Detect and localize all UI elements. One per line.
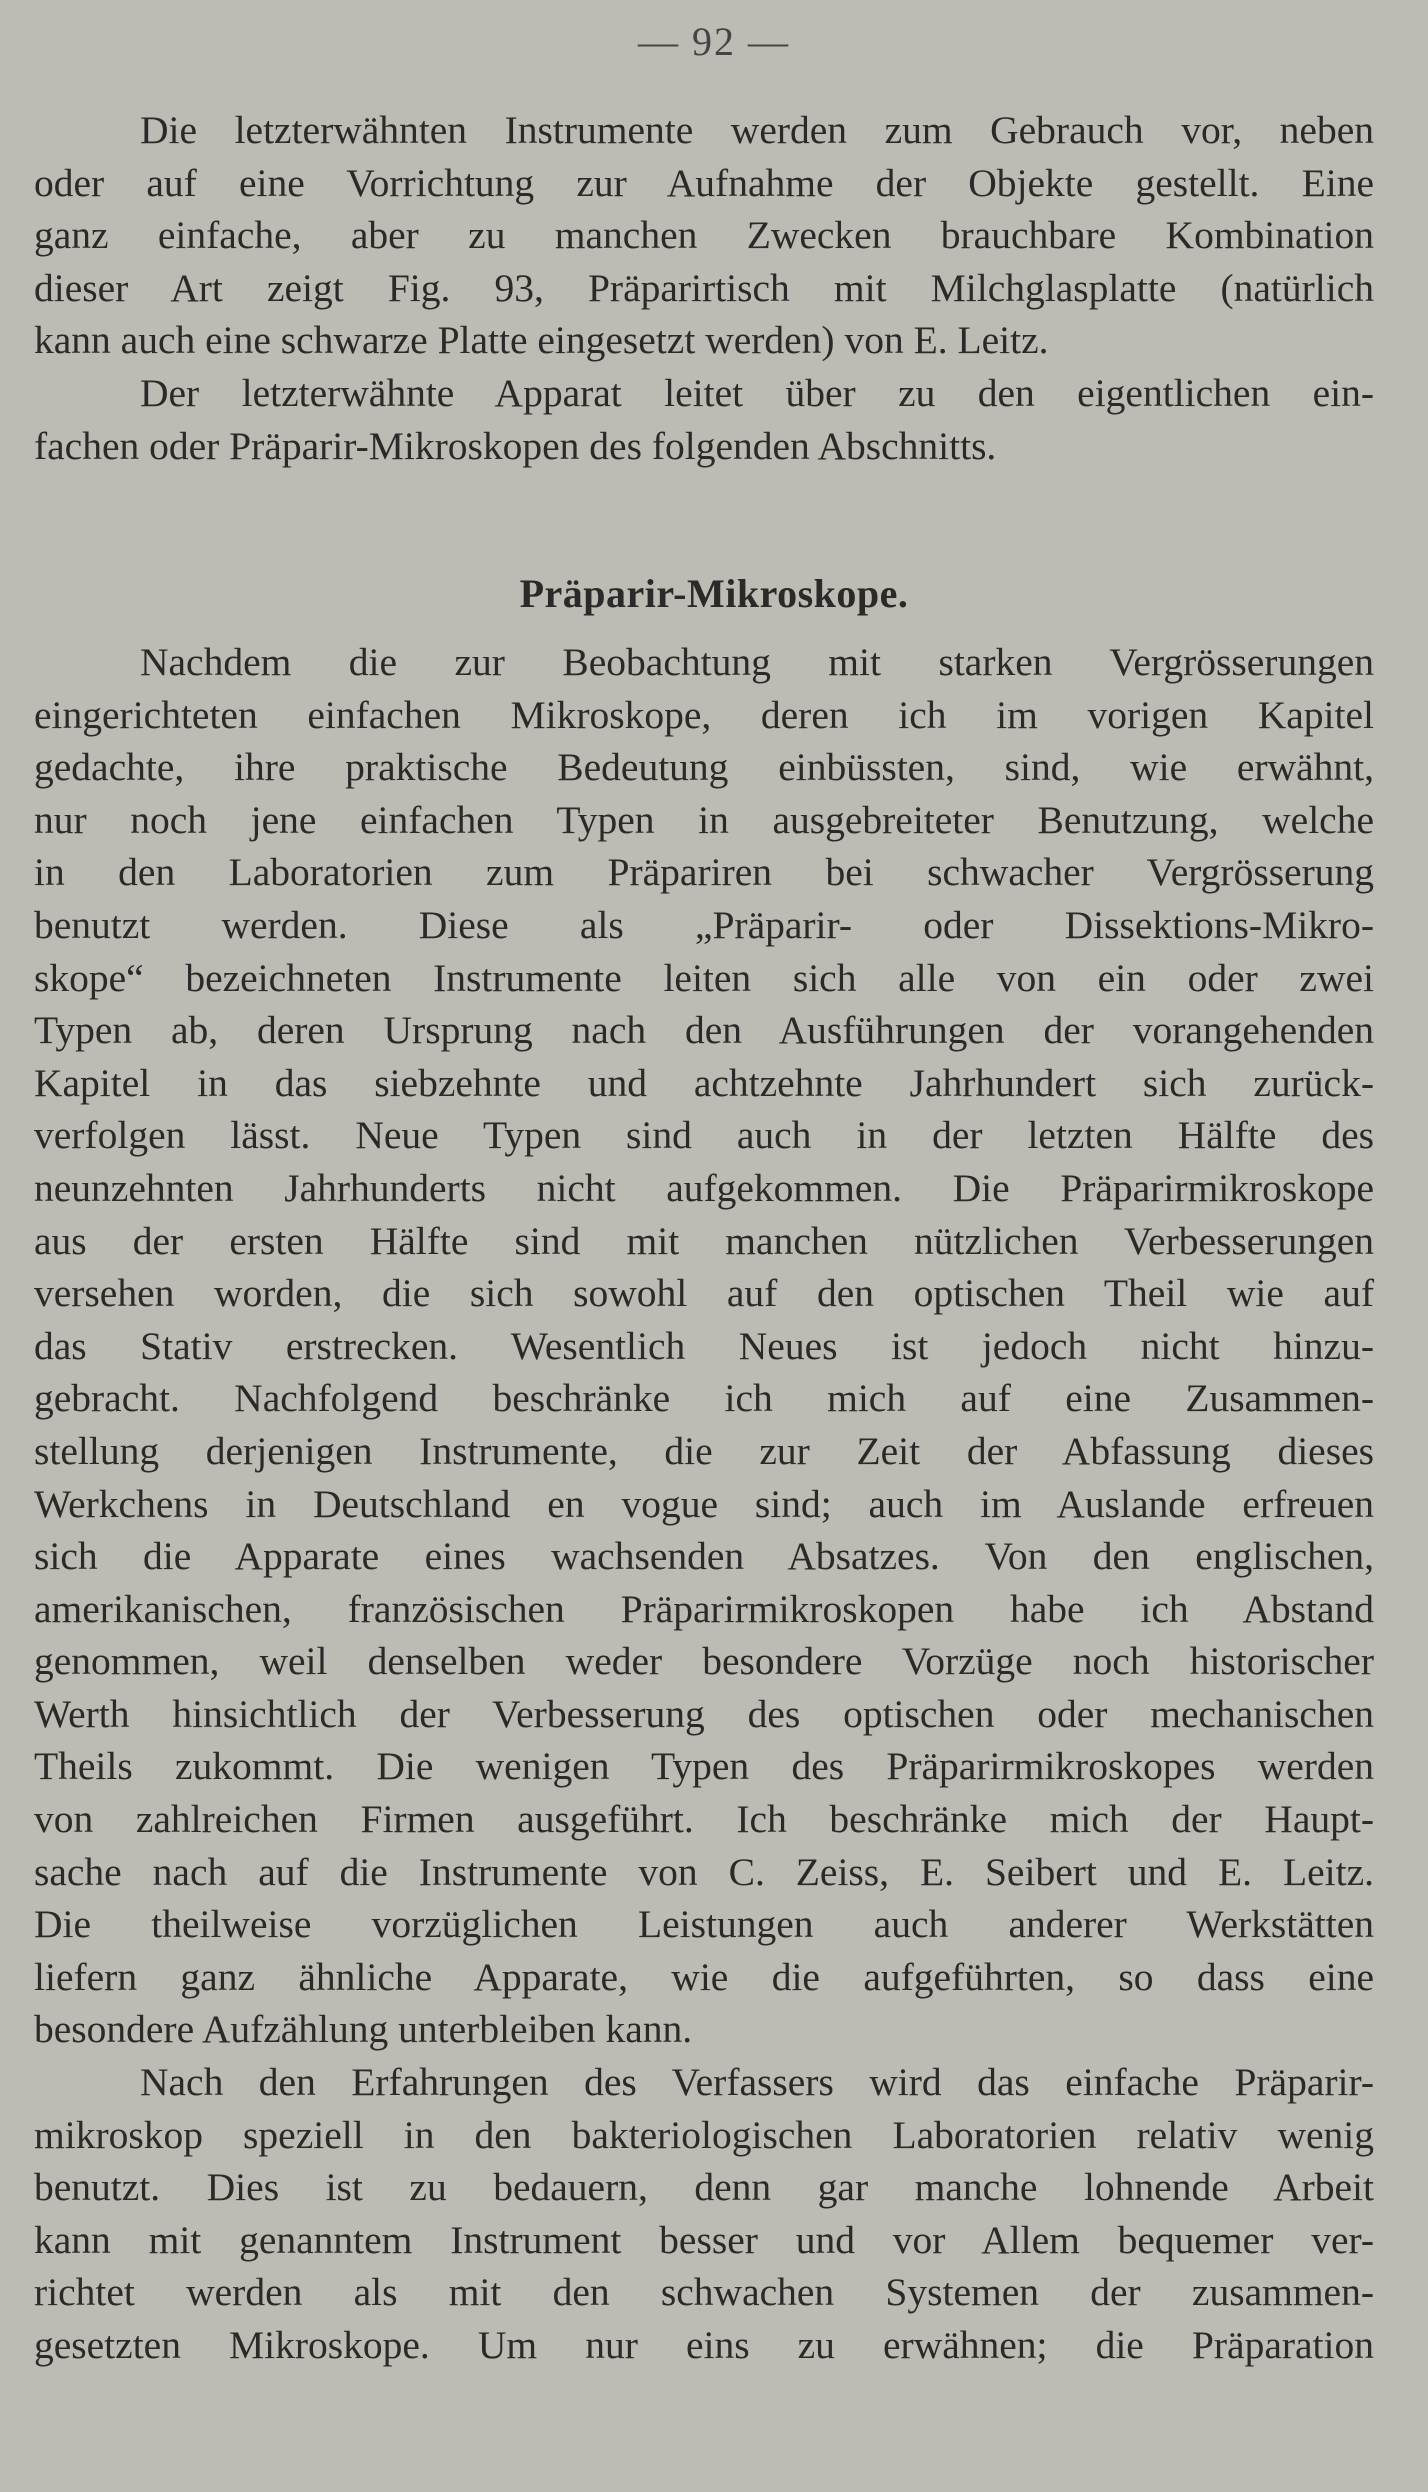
text-line: dieser Art zeigt Fig. 93, Präparirtisch mit Milchglasplatte (natürlich (34, 265, 1374, 310)
text-line: von zahlreichen Firmen ausgeführt. Ich beschränke mich der Haupt- (34, 1797, 1374, 1842)
text-line: Typen ab, deren Ursprung nach den Ausführungen der vorangehenden (34, 1008, 1374, 1053)
text-line: Werkchens in Deutschland en vogue sind; auch im Auslande erfreuen (34, 1481, 1374, 1526)
text-line: genommen, weil denselben weder besondere Vorzüge noch historischer (34, 1639, 1374, 1684)
text-line: verfolgen lässt. Neue Typen sind auch in der letzten Hälfte des (34, 1113, 1374, 1158)
text-line: mikroskop speziell in den bakteriologischen Laboratorien relativ wenig (34, 2112, 1374, 2157)
text-line: besondere Aufzählung unterbleiben kann. (34, 2007, 693, 2052)
text-line: das Stativ erstrecken. Wesentlich Neues ist jedoch nicht hinzu- (34, 1323, 1374, 1368)
text-line: benutzt werden. Diese als „Präparir- oder Dissektions-Mikro- (34, 902, 1374, 947)
text-line: fachen oder Präparir-Mikroskopen des folgenden Abschnitts. (34, 423, 997, 468)
text-line: neunzehnten Jahrhunderts nicht aufgekommen. Die Präparirmikroskope (34, 1165, 1374, 1210)
text-line: sich die Apparate eines wachsenden Absatzes. Von den englischen, (34, 1534, 1374, 1579)
text-line: richtet werden als mit den schwachen Systemen der zusammen- (34, 2270, 1374, 2315)
intro-section (34, 104, 1374, 472)
text-line: in den Laboratorien zum Präpariren bei schwacher Vergrösserung (34, 850, 1374, 895)
text-line: ganz einfache, aber zu manchen Zwecken brauchbare Kombination (34, 213, 1374, 258)
text-line: gedachte, ihre praktische Bedeutung einbüssten, sind, wie erwähnt, (34, 745, 1374, 790)
text-line: Nach den Erfahrungen des Verfassers wird das einfache Präparir- (140, 2060, 1374, 2105)
paragraph-experience (34, 2056, 1374, 2372)
text-line: nur noch jene einfachen Typen in ausgebreiteter Benutzung, welche (34, 797, 1374, 842)
text-line: Die theilweise vorzüglichen Leistungen auch anderer Werkstätten (34, 1902, 1374, 1947)
text-line: benutzt. Dies ist zu bedauern, denn gar manche lohnende Arbeit (34, 2165, 1374, 2210)
text-line: skope“ bezeichneten Instrumente leiten sich alle von ein oder zwei (34, 955, 1374, 1000)
text-line: kann auch eine schwarze Platte eingesetzt werden) von E. Leitz. (34, 318, 1049, 363)
text-line: amerikanischen, französischen Präparirmikroskopen habe ich Abstand (34, 1586, 1374, 1631)
text-line: kann mit genanntem Instrument besser und vor Allem bequemer ver- (34, 2217, 1374, 2262)
text-line: Werth hinsichtlich der Verbesserung des optischen oder mechanischen (34, 1691, 1374, 1736)
paragraph-history (34, 636, 1374, 2056)
text-line: Der letzterwähnte Apparat leitet über zu den eigentlichen ein- (140, 370, 1374, 415)
paragraph-instruments (34, 104, 1374, 367)
text-line: sache nach auf die Instrumente von C. Zeiss, E. Seibert und E. Leitz. (34, 1849, 1374, 1894)
text-line: oder auf eine Vorrichtung zur Aufnahme der Objekte gestellt. Eine (34, 160, 1374, 205)
text-line: Theils zukommt. Die wenigen Typen des Präparirmikroskopes werden (34, 1744, 1374, 1789)
paragraph-transition (34, 367, 1374, 472)
text-line: gebracht. Nachfolgend beschränke ich mich auf eine Zusammen- (34, 1376, 1374, 1421)
page-number: — 92 — (638, 19, 790, 64)
text-line: stellung derjenigen Instrumente, die zur Zeit der Abfassung dieses (34, 1428, 1374, 1473)
text-line: eingerichteten einfachen Mikroskope, deren ich im vorigen Kapitel (34, 692, 1374, 737)
text-line: versehen worden, die sich sowohl auf den optischen Theil wie auf (34, 1271, 1374, 1316)
text-line: aus der ersten Hälfte sind mit manchen nützlichen Verbesserungen (34, 1218, 1374, 1263)
text-line: liefern ganz ähnliche Apparate, wie die aufgeführten, so dass eine (34, 1954, 1374, 1999)
text-line: Nachdem die zur Beobachtung mit starken Vergrösserungen (140, 640, 1374, 684)
text-line: Die letzterwähnten Instrumente werden zum Gebrauch vor, neben (140, 108, 1374, 152)
text-line: Kapitel in das siebzehnte und achtzehnte Jahrhundert sich zurück- (34, 1060, 1374, 1105)
main-section (34, 636, 1374, 2372)
section-heading: Präparir-Mikroskope. (519, 571, 909, 616)
text-line: gesetzten Mikroskope. Um nur eins zu erwähnen; die Präparation (34, 2323, 1374, 2367)
